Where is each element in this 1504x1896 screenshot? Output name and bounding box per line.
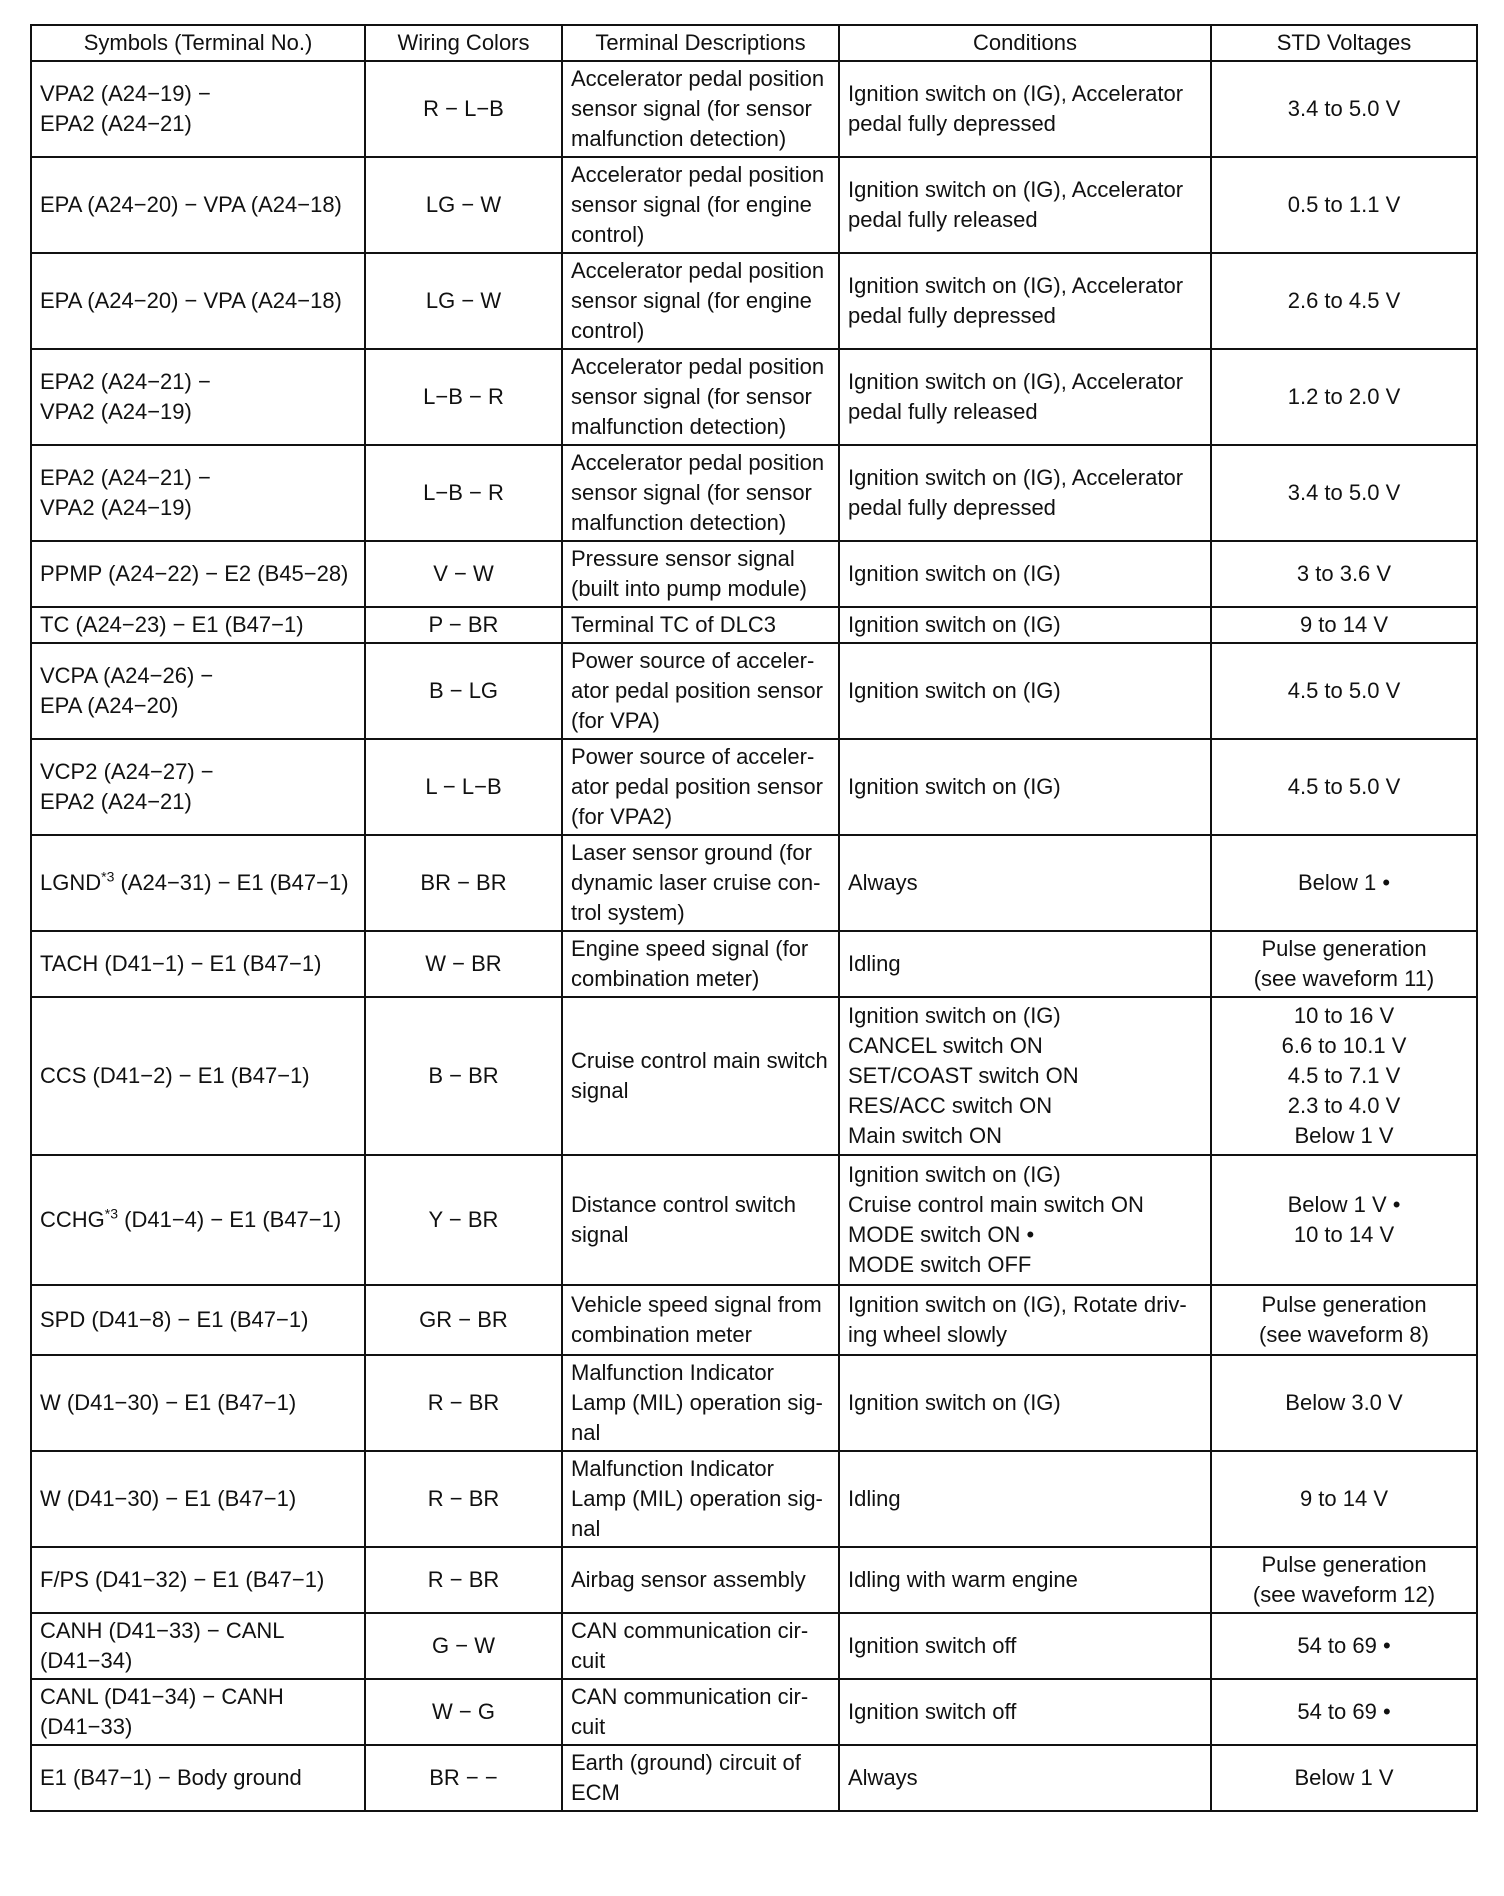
table-row [31, 349, 1477, 445]
table-row [31, 607, 1477, 643]
voltage-cell: 9 to 14 V [1211, 607, 1477, 643]
table-row [31, 835, 1477, 931]
symbol-cell: CCS (D41−2) − E1 (B47−1) [31, 997, 365, 1155]
symbol-cell: W (D41−30) − E1 (B47−1) [31, 1355, 365, 1451]
wiring-cell: GR − BR [365, 1285, 562, 1355]
condition-cell: Always [839, 835, 1211, 931]
voltage-cell: 54 to 69 • [1211, 1679, 1477, 1745]
condition-cell: Ignition switch on (IG) [839, 643, 1211, 739]
condition-cell: Ignition switch off [839, 1679, 1211, 1745]
wiring-cell: V − W [365, 541, 562, 607]
table-row [31, 643, 1477, 739]
voltage-cell: 4.5 to 5.0 V [1211, 643, 1477, 739]
symbol-cell: CANH (D41−33) − CANL (D41−34) [31, 1613, 365, 1679]
condition-cell: Ignition switch on (IG), Accelerator pedal fully depressed [839, 253, 1211, 349]
terminal-table-container [30, 24, 1476, 1812]
condition-cell: Ignition switch on (IG) [839, 541, 1211, 607]
table-row [31, 1451, 1477, 1547]
header-row [31, 25, 1477, 61]
description-cell: Malfunction Indicator Lamp (MIL) operation sig-nal [562, 1451, 839, 1547]
symbol-cell: EPA2 (A24−21) − VPA2 (A24−19) [31, 349, 365, 445]
wiring-cell: L−B − R [365, 349, 562, 445]
wiring-cell: LG − W [365, 157, 562, 253]
symbol-cell: PPMP (A24−22) − E2 (B45−28) [31, 541, 365, 607]
description-cell: Airbag sensor assembly [562, 1547, 839, 1613]
condition-cell: Ignition switch on (IG) Cruise control main switch ON MODE switch ON • MODE switch OFF [839, 1155, 1211, 1285]
wiring-cell: W − BR [365, 931, 562, 997]
table-row [31, 541, 1477, 607]
table-row [31, 157, 1477, 253]
voltage-cell: 4.5 to 5.0 V [1211, 739, 1477, 835]
voltage-cell: 3 to 3.6 V [1211, 541, 1477, 607]
voltage-cell: Below 1 V • 10 to 14 V [1211, 1155, 1477, 1285]
symbol-name: CCHG [40, 1207, 105, 1232]
voltage-cell: Below 3.0 V [1211, 1355, 1477, 1451]
condition-cell: Ignition switch on (IG), Accelerator pedal fully depressed [839, 445, 1211, 541]
condition-cell: Ignition switch on (IG), Accelerator pedal fully released [839, 157, 1211, 253]
symbol-cell: VCPA (A24−26) − EPA (A24−20) [31, 643, 365, 739]
voltage-cell: Pulse generation (see waveform 8) [1211, 1285, 1477, 1355]
description-cell: Accelerator pedal position sensor signal (for engine control) [562, 157, 839, 253]
table-row [31, 445, 1477, 541]
condition-cell: Idling [839, 1451, 1211, 1547]
table-row [31, 61, 1477, 157]
table-row [31, 1155, 1477, 1285]
wiring-cell: B − BR [365, 997, 562, 1155]
description-cell: Vehicle speed signal from combination meter [562, 1285, 839, 1355]
wiring-cell: P − BR [365, 607, 562, 643]
condition-cell: Ignition switch off [839, 1613, 1211, 1679]
header-std-voltages: STD Voltages [1211, 25, 1477, 61]
table-row [31, 1285, 1477, 1355]
symbol-terminals: (D41−4) − E1 (B47−1) [118, 1207, 342, 1232]
voltage-cell: 0.5 to 1.1 V [1211, 157, 1477, 253]
table-row [31, 1745, 1477, 1811]
description-cell: Accelerator pedal position sensor signal (for sensor malfunction detection) [562, 349, 839, 445]
description-cell: Power source of acceler-ator pedal position sensor (for VPA2) [562, 739, 839, 835]
voltage-cell: 54 to 69 • [1211, 1613, 1477, 1679]
description-cell: Engine speed signal (for combination meter) [562, 931, 839, 997]
table-row [31, 1355, 1477, 1451]
voltage-cell: 10 to 16 V 6.6 to 10.1 V 4.5 to 7.1 V 2.3 to 4.0 V Below 1 V [1211, 997, 1477, 1155]
condition-cell: Ignition switch on (IG) [839, 739, 1211, 835]
condition-cell: Ignition switch on (IG), Rotate driv-ing wheel slowly [839, 1285, 1211, 1355]
symbol-cell: CANL (D41−34) − CANH (D41−33) [31, 1679, 365, 1745]
symbol-cell: EPA2 (A24−21) − VPA2 (A24−19) [31, 445, 365, 541]
condition-cell: Ignition switch on (IG) [839, 607, 1211, 643]
wiring-cell: BR − BR [365, 835, 562, 931]
description-cell: Power source of acceler-ator pedal position sensor (for VPA) [562, 643, 839, 739]
condition-cell: Ignition switch on (IG) CANCEL switch ON SET/COAST switch ON RES/ACC switch ON Main switch ON [839, 997, 1211, 1155]
table-row [31, 253, 1477, 349]
wiring-cell: R − BR [365, 1355, 562, 1451]
header-terminal-descriptions: Terminal Descriptions [562, 25, 839, 61]
voltage-cell: 9 to 14 V [1211, 1451, 1477, 1547]
voltage-cell: Below 1 V [1211, 1745, 1477, 1811]
description-cell: CAN communication cir-cuit [562, 1613, 839, 1679]
description-cell: Accelerator pedal position sensor signal (for sensor malfunction detection) [562, 61, 839, 157]
wiring-cell: R − L−B [365, 61, 562, 157]
condition-cell: Idling [839, 931, 1211, 997]
symbol-cell: TC (A24−23) − E1 (B47−1) [31, 607, 365, 643]
symbol-cell [31, 835, 365, 931]
wiring-cell: R − BR [365, 1547, 562, 1613]
symbol-cell: E1 (B47−1) − Body ground [31, 1745, 365, 1811]
wiring-cell: BR − − [365, 1745, 562, 1811]
symbol-cell: F/PS (D41−32) − E1 (B47−1) [31, 1547, 365, 1613]
symbol-cell: EPA (A24−20) − VPA (A24−18) [31, 253, 365, 349]
wiring-cell: Y − BR [365, 1155, 562, 1285]
description-cell: Cruise control main switch signal [562, 997, 839, 1155]
description-cell: Distance control switch signal [562, 1155, 839, 1285]
ecm-terminal-table [30, 24, 1478, 1812]
wiring-cell: B − LG [365, 643, 562, 739]
symbol-cell [31, 1155, 365, 1285]
symbol-cell: TACH (D41−1) − E1 (B47−1) [31, 931, 365, 997]
voltage-cell: Pulse generation (see waveform 12) [1211, 1547, 1477, 1613]
condition-cell: Ignition switch on (IG), Accelerator pedal fully released [839, 349, 1211, 445]
voltage-cell: 1.2 to 2.0 V [1211, 349, 1477, 445]
symbol-cell: VPA2 (A24−19) − EPA2 (A24−21) [31, 61, 365, 157]
header-wiring-colors: Wiring Colors [365, 25, 562, 61]
description-cell: Terminal TC of DLC3 [562, 607, 839, 643]
header-symbols: Symbols (Terminal No.) [31, 25, 365, 61]
table-row [31, 997, 1477, 1155]
table-row [31, 1547, 1477, 1613]
description-cell: Accelerator pedal position sensor signal (for engine control) [562, 253, 839, 349]
footnote-marker: *3 [101, 868, 115, 885]
voltage-cell: Pulse generation (see waveform 11) [1211, 931, 1477, 997]
description-cell: Accelerator pedal position sensor signal (for sensor malfunction detection) [562, 445, 839, 541]
voltage-cell: Below 1 • [1211, 835, 1477, 931]
voltage-cell: 3.4 to 5.0 V [1211, 445, 1477, 541]
voltage-cell: 3.4 to 5.0 V [1211, 61, 1477, 157]
wiring-cell: R − BR [365, 1451, 562, 1547]
wiring-cell: G − W [365, 1613, 562, 1679]
symbol-cell: EPA (A24−20) − VPA (A24−18) [31, 157, 365, 253]
condition-cell: Always [839, 1745, 1211, 1811]
symbol-terminals: (A24−31) − E1 (B47−1) [114, 870, 349, 895]
condition-cell: Ignition switch on (IG), Accelerator pedal fully depressed [839, 61, 1211, 157]
table-row [31, 931, 1477, 997]
description-cell: CAN communication cir-cuit [562, 1679, 839, 1745]
table-row [31, 1679, 1477, 1745]
symbol-cell: VCP2 (A24−27) − EPA2 (A24−21) [31, 739, 365, 835]
wiring-cell: W − G [365, 1679, 562, 1745]
description-cell: Earth (ground) circuit of ECM [562, 1745, 839, 1811]
wiring-cell: L−B − R [365, 445, 562, 541]
symbol-cell: SPD (D41−8) − E1 (B47−1) [31, 1285, 365, 1355]
description-cell: Malfunction Indicator Lamp (MIL) operation sig-nal [562, 1355, 839, 1451]
description-cell: Pressure sensor signal (built into pump module) [562, 541, 839, 607]
voltage-cell: 2.6 to 4.5 V [1211, 253, 1477, 349]
condition-cell: Ignition switch on (IG) [839, 1355, 1211, 1451]
symbol-cell: W (D41−30) − E1 (B47−1) [31, 1451, 365, 1547]
header-conditions: Conditions [839, 25, 1211, 61]
description-cell: Laser sensor ground (for dynamic laser cruise con-trol system) [562, 835, 839, 931]
condition-cell: Idling with warm engine [839, 1547, 1211, 1613]
symbol-name: LGND [40, 870, 102, 895]
footnote-marker: *3 [104, 1205, 119, 1222]
table-row [31, 739, 1477, 835]
table-row [31, 1613, 1477, 1679]
wiring-cell: LG − W [365, 253, 562, 349]
wiring-cell: L − L−B [365, 739, 562, 835]
